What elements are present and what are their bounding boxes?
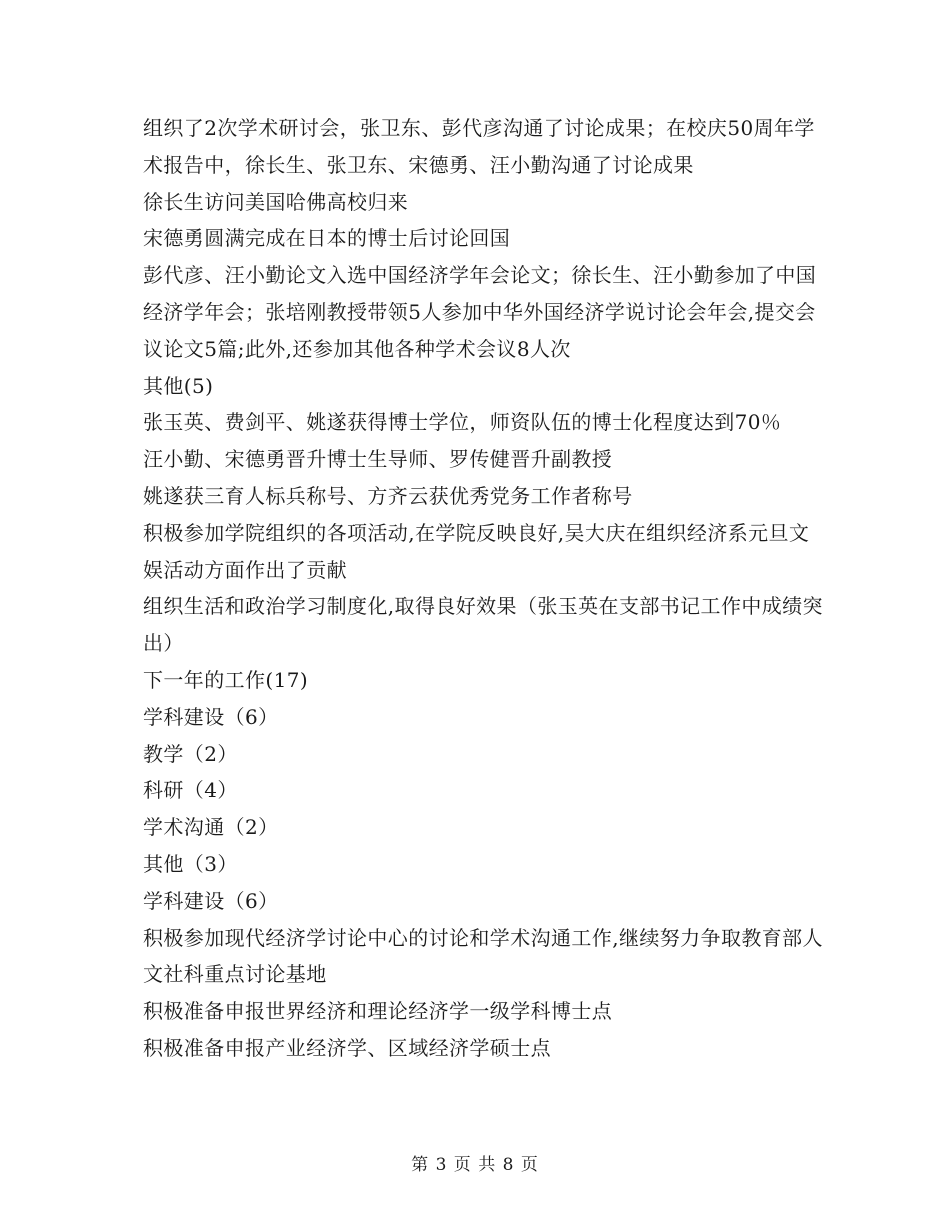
paragraph: 积极准备申报产业经济学、区域经济学硕士点 bbox=[143, 1035, 551, 1060]
list-item: 学术沟通（2） bbox=[143, 815, 279, 840]
list-item: 科研（4） bbox=[143, 778, 238, 803]
paragraph: 张玉英、费剑平、姚遂获得博士学位，师资队伍的博士化程度达到70％ bbox=[143, 410, 782, 435]
section-heading: 其他(5) bbox=[143, 373, 214, 398]
paragraph: 组织了2次学术研讨会，张卫东、彭代彦沟通了讨论成果；在校庆50周年学术报告中，徐长生、张卫东、宋德勇、汪小勤沟通了讨论成果 bbox=[143, 116, 815, 177]
section-heading: 下一年的工作(17) bbox=[143, 667, 309, 692]
document-body bbox=[143, 110, 823, 1067]
paragraph: 积极参加学院组织的各项活动,在学院反映良好,吴大庆在组织经济系元旦文娱活动方面作出了贡献 bbox=[143, 520, 810, 582]
page-number-footer: 第 3 页 共 8 页 bbox=[411, 1155, 539, 1175]
list-item: 学科建设（6） bbox=[143, 704, 279, 729]
list-item: 教学（2） bbox=[143, 741, 238, 766]
list-item: 其他（3） bbox=[143, 851, 238, 876]
paragraph: 积极准备申报世界经济和理论经济学一级学科博士点 bbox=[143, 999, 613, 1024]
paragraph: 彭代彦、汪小勤论文入选中国经济学年会论文；徐长生、汪小勤参加了中国经济学年会；张培刚教授带领5人参加中华外国经济学说讨论会年会,提交会议论文5篇;此外,还参加其他各种学术会议8人次 bbox=[143, 263, 817, 361]
paragraph: 汪小勤、宋德勇晋升博士生导师、罗传健晋升副教授 bbox=[143, 447, 613, 472]
paragraph: 积极参加现代经济学讨论中心的讨论和学术沟通工作,继续努力争取教育部人文社科重点讨论基地 bbox=[143, 925, 823, 987]
paragraph: 徐长生访问美国哈佛高校归来 bbox=[143, 189, 409, 214]
paragraph: 姚遂获三育人标兵称号、方齐云获优秀党务工作者称号 bbox=[143, 483, 633, 508]
paragraph: 组织生活和政治学习制度化,取得良好效果（张玉英在支部书记工作中成绩突出） bbox=[143, 594, 823, 656]
paragraph: 宋德勇圆满完成在日本的博士后讨论回国 bbox=[143, 226, 511, 251]
section-heading: 学科建设（6） bbox=[143, 888, 279, 913]
